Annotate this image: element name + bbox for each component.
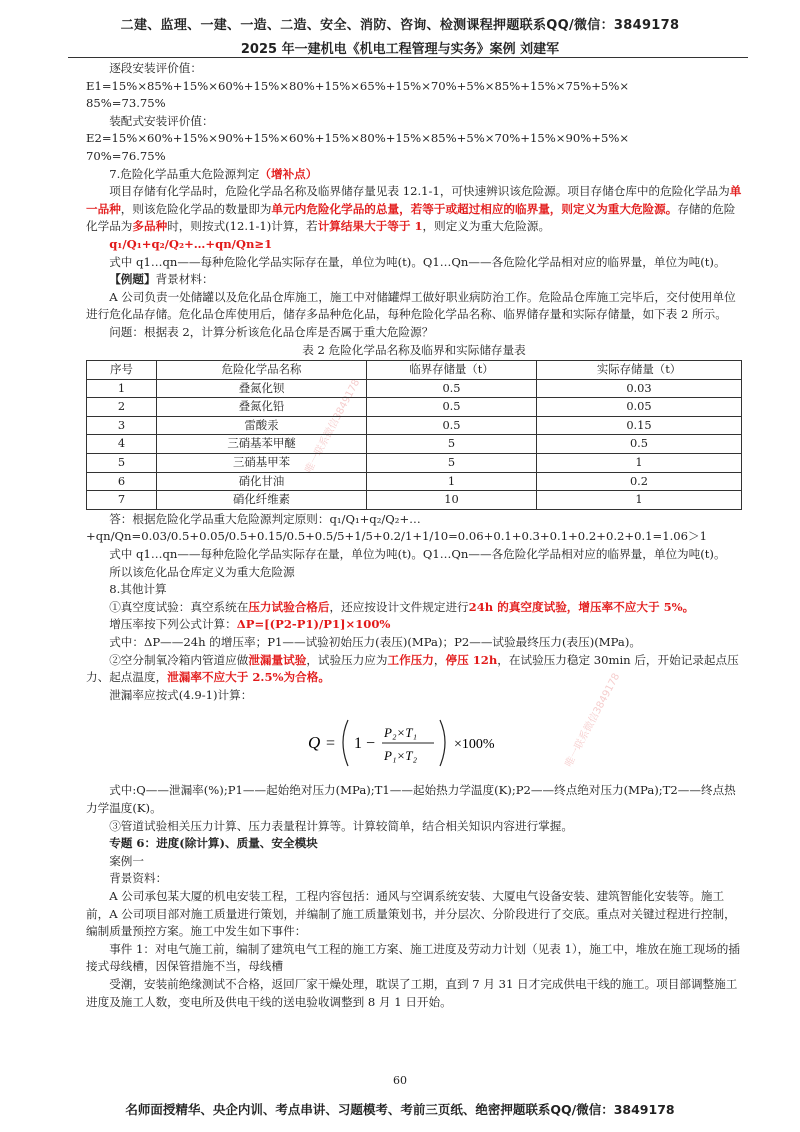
s7-highlight-multi: 多品种: [132, 219, 168, 234]
answer-line-1: 答：根据危险化学品重大危险源判定原则：q₁/Q₁+q₂/Q₂+…: [109, 511, 421, 526]
l1-g: ，在试验压力稳定 30min 后，开始记录起点压力、起点温度，: [86, 652, 739, 685]
watermark-1: 唯一联系微信3849178: [303, 377, 363, 476]
topic-6-title: 专题 6：进度(除计算)、质量、安全模块: [109, 836, 318, 851]
answer-definition: 式中 q1…qn——每种危险化学品实际存在量，单位为吨(t)。Q1…Qn——各危险化学品相对应的临界量，单位为吨(t)。: [109, 547, 726, 562]
eq-lhs: Q: [308, 733, 321, 753]
l1-a: ②空分制氧冷箱内管道应做: [109, 652, 249, 667]
vacuum-test: [86, 599, 742, 617]
cell: 雷酸汞: [157, 416, 367, 435]
cell: 5: [367, 454, 537, 473]
l1-c: ，试验压力应为: [306, 652, 388, 667]
s7-highlight-single: 单一品种: [86, 184, 742, 216]
section-7-title-text: 7.危险化学品重大危险源判定: [109, 166, 260, 181]
header-divider: [68, 57, 748, 58]
cell: 硝化甘油: [157, 472, 367, 491]
s7-text-g: 时，则按式(12.1-1)计算，若: [167, 219, 318, 234]
v1-c: ，还应按设计文件规定进行: [329, 599, 469, 614]
col-header-critical: 临界存储量（t）: [367, 361, 537, 380]
table-row: [87, 379, 742, 398]
cell: 0.5: [367, 379, 537, 398]
eq-one: 1: [354, 735, 362, 753]
s7-text-i: ，则定义为重大危险源。: [422, 219, 551, 234]
cell: 10: [367, 491, 537, 510]
table-row: [87, 398, 742, 417]
cell: 5: [87, 454, 157, 473]
eq-right-paren: [440, 720, 445, 766]
cell: 5: [367, 435, 537, 454]
eq-minus: −: [366, 735, 376, 753]
leak-test: [86, 652, 742, 687]
cell: 三硝基苯甲醚: [157, 435, 367, 454]
l1-highlight-rate: 泄漏率不应大于 2.5%为合格。: [167, 670, 330, 685]
cell: 4: [87, 435, 157, 454]
leak-rate-intro: 泄漏率应按式(4.9-1)计算：: [109, 687, 253, 702]
col-header-actual: 实际存储量（t）: [537, 361, 742, 380]
l1-e: ，: [433, 652, 446, 667]
cell: 3: [87, 416, 157, 435]
col-header-index: 序号: [87, 361, 157, 380]
equation-graphic: [304, 710, 524, 774]
eq-denominator: P₁×T₂: [384, 748, 417, 764]
header-line-1: 二建、监理、一建、一造、二造、安全、消防、咨询、检测课程押题联系QQ/微信：3849178: [120, 18, 680, 33]
table-row: [87, 491, 742, 510]
e2-line-a: 装配式安装评价值：E2=15%×60%+15%×90%+15%×60%+15%×80%+15%×85%+5%×70%+15%×90%+5%×: [86, 113, 630, 146]
section-8-title: 8.其他计算: [109, 582, 167, 597]
case-1-label: 案例一: [109, 853, 144, 868]
leak-rate-definition: 式中:Q——泄漏率(%);P1——起始绝对压力(MPa);T1——起始热力学温度(K);P2——终点绝对压力(MPa);T2——终点热力学温度(K)。: [86, 783, 736, 815]
cell: 0.5: [367, 398, 537, 417]
cell: 0.05: [537, 398, 742, 417]
cell: 0.2: [537, 472, 742, 491]
l1-highlight-leak: 泄漏量试验: [248, 652, 307, 667]
section-7-paragraph: [86, 183, 742, 236]
case-1-event-1: 事件 1：对电气施工前，编制了建筑电气工程的施工方案、施工进度及劳动力计划（见表 1），施工中，堆放在施工现场的插接式母线槽，因保管措施不当，母线槽: [86, 941, 740, 974]
leak-rate-equation: [86, 708, 742, 776]
v1-a: ①真空度试验：真空系统在: [109, 599, 249, 614]
cell: 叠氮化铅: [157, 398, 367, 417]
s7-highlight-total: 单元内危险化学品的总量，若等于或超过相应的临界量，则定义为重大危险源。: [271, 201, 678, 216]
answer-line-2: +qn/Qn=0.03/0.5+0.05/0.5+0.15/0.5+0.5/5+1/5+0.2/1+1/10=0.06+0.1+0.3+0.1+0.2+0.2+0.1=1.06＞1: [86, 529, 708, 544]
s7-text-a: 项目存储有化学品时，危险化学品名称及临界储存量见表 12.1-1，可快速辨识该危险源。项目存储仓库中的危险化学品为: [109, 184, 730, 199]
cell: 1: [537, 491, 742, 510]
eq-percent: ×100%: [454, 737, 495, 753]
formula-definition: 式中 q1…qn——每种危险化学品实际存在量，单位为吨(t)。Q1…Qn——各危险化学品相对应的临界量，单位为吨(t)。: [109, 254, 726, 269]
cell: 6: [87, 472, 157, 491]
example-heading: [86, 271, 742, 289]
example-bg-label: 背景材料：: [155, 272, 214, 287]
page-number: 60: [393, 1074, 407, 1087]
cell: 7: [87, 491, 157, 510]
example-background: A 公司负责一处储罐以及危化品仓库施工，施工中对储罐焊工做好职业病防治工作。危险品仓库施工完毕后，交付使用单位进行危化品存储。危化品仓库使用后，储存多品种危化品，每种危险化学品名称、临界储存量和实际存储量，如下表 2 所示。: [86, 289, 736, 322]
hazard-formula: q₁/Q₁+q₂/Q₂+…+qn/Qn≥1: [109, 236, 273, 251]
table-row: [87, 472, 742, 491]
footer-text: 名师面授精华、央企内训、考点串讲、习题模考、考前三页纸、绝密押题联系QQ/微信：3849178: [125, 1102, 675, 1117]
l1-highlight-12h: 停压 12h: [445, 652, 498, 667]
cell: 0.5: [537, 435, 742, 454]
eq-left-paren: [343, 720, 348, 766]
section-7-title: [86, 166, 742, 184]
table-row: [87, 416, 742, 435]
case-1-paragraph-1: A 公司承包某大厦的机电安装工程，工程内容包括：通风与空调系统安装、大厦电气设备安装、建筑智能化安装等。施工前，A 公司项目部对施工质量进行策划，并编制了施工质量策划书，并分层次、分阶段进行了交底。重点对关键过程进行控制，编制质量预控方案。施工中发生如下事件：: [86, 888, 736, 939]
e1-line-a: 逐段安装评价值：E1=15%×85%+15%×60%+15%×80%+15%×65%+15%×70%+5%×85%+15%×75%+5%×: [86, 61, 630, 93]
cell: 2: [87, 398, 157, 417]
case-1-paragraph-3: 受潮，安装前绝缘测试不合格，返回厂家干燥处理，耽误了工期，直到 7 月 31 日才完成供电干线的施工。项目部调整施工进度及施工人数，变电所及供电干线的送电验收调整到 8 月 1 日开始。: [86, 976, 738, 1009]
cell: 0.5: [367, 416, 537, 435]
s7-highlight-result: 计算结果大于等于 1: [317, 219, 423, 234]
cell: 1: [87, 379, 157, 398]
table-row: [87, 454, 742, 473]
pressure-rise-formula: [86, 616, 742, 634]
col-header-name: 危险化学品名称: [157, 361, 367, 380]
v2-a: 增压率按下列公式计算：: [109, 617, 237, 632]
answer-conclusion: 所以该危化品仓库定义为重大危险源: [109, 564, 295, 579]
table-header-row: [87, 361, 742, 380]
cell: 0.15: [537, 416, 742, 435]
cell: 1: [537, 454, 742, 473]
table-row: [87, 435, 742, 454]
cell: 硝化纤维素: [157, 491, 367, 510]
pipe-test-note: ③管道试验相关压力计算、压力表量程计算等。计算较简单，结合相关知识内容进行掌握。: [109, 818, 573, 833]
eq-equals: =: [326, 735, 336, 753]
case-1-bg-label: 背景资料：: [109, 871, 168, 886]
pressure-rise-definition: 式中：ΔP——24h 的增压率；P1——试验初始压力(表压)(MPa)；P2——试验最终压力(表压)(MPa)。: [109, 635, 641, 649]
table-2-caption: 表 2 危险化学品名称及临界和实际储存量表: [302, 342, 526, 357]
cell: 三硝基甲苯: [157, 454, 367, 473]
header-line-2: 2025 年一建机电《机电工程管理与实务》案例 刘建军: [240, 42, 560, 57]
example-label: 【例题】: [109, 272, 156, 287]
cell: 1: [367, 472, 537, 491]
v2-formula: ΔP=[(P2-P1)/P1]×100%: [236, 617, 391, 632]
table-2: [86, 360, 742, 510]
eq-numerator: P₂×T₁: [384, 725, 417, 741]
example-question: 问题：根据表 2，计算分析该危化品仓库是否属于重大危险源？: [109, 324, 434, 339]
s7-text-c: ，则该危险化学品的数量即为: [120, 201, 272, 216]
supplement-tag: （增补点）: [259, 166, 318, 181]
e1-line-b: 85%=73.75%: [86, 96, 166, 111]
cell: 0.03: [537, 379, 742, 398]
s7-text-e: 存储的危险化学品为: [86, 201, 736, 234]
l1-highlight-working: 工作压力: [387, 652, 434, 667]
v1-highlight-pass: 压力试验合格后: [248, 599, 330, 614]
v1-highlight-24h: 24h 的真空度试验，增压率不应大于 5%。: [468, 599, 695, 614]
cell: 叠氮化钡: [157, 379, 367, 398]
watermark-2: 唯一联系微信3849178: [563, 671, 623, 770]
e2-line-b: 70%=76.75%: [86, 148, 166, 163]
page-body: [86, 60, 742, 1011]
